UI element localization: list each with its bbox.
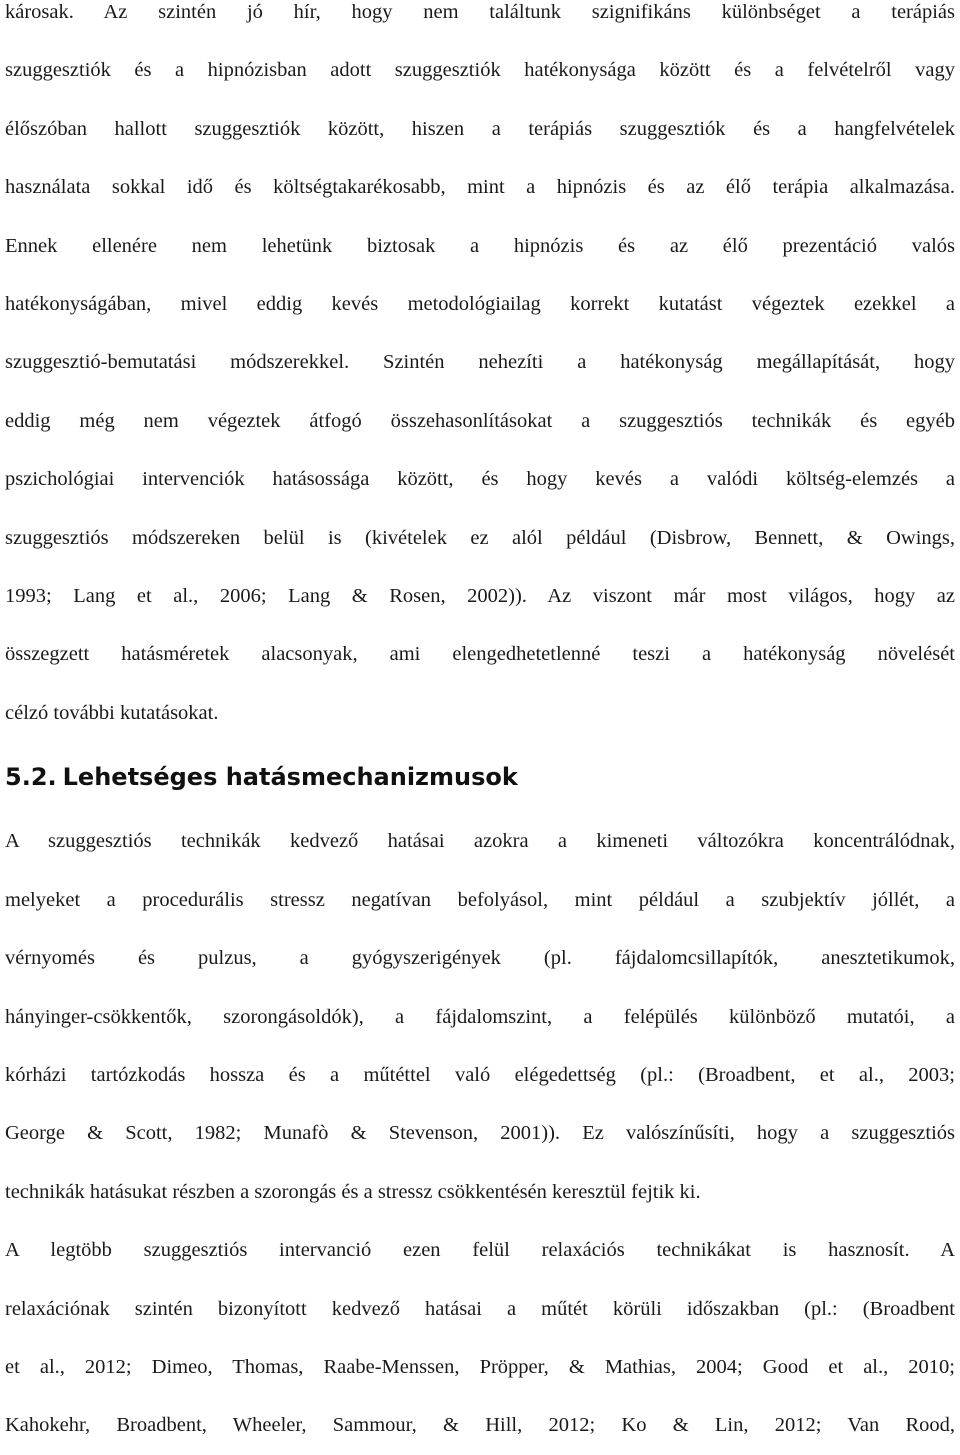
text-line: hatékonyságában, mivel eddig kevés metodológiailag korrekt kutatást végeztek ezekkel a <box>5 292 955 315</box>
text-line: melyeket a procedurális stressz negatívan befolyásol, mint például a szubjektív jóllét, a <box>5 888 955 911</box>
text-line: Ennek ellenére nem lehetünk biztosak a hipnózis és az élő prezentáció valós <box>5 234 955 257</box>
text-line: A szuggesztiós technikák kedvező hatásai azokra a kimeneti változókra koncentrálódnak, <box>5 830 955 853</box>
text-line: hányinger-csökkentők, szorongásoldók), a fájdalomszint, a felépülés különböző mutatói, a <box>5 1005 955 1028</box>
text-line: szuggesztiós módszereken belül is (kivételek ez alól például (Disbrow, Bennett, & Owings, <box>5 526 955 549</box>
paragraph-2 <box>5 812 955 1221</box>
text-line: eddig még nem végeztek átfogó összehasonlításokat a szuggesztiós technikák és egyéb <box>5 409 955 432</box>
paragraph-1 <box>5 0 955 742</box>
text-line: relaxációnak szintén bizonyított kedvező hatásai a műtét körüli időszakban (pl.: (Broadbent <box>5 1297 955 1320</box>
text-line: összegzett hatásméretek alacsonyak, ami elengedhetetlenné teszi a hatékonyság növelését <box>5 643 955 666</box>
text-line: vérnyomés és pulzus, a gyógyszerigények (pl. fájdalomcsillapítók, anesztetikumok, <box>5 947 955 970</box>
text-line: károsak. Az szintén jó hír, hogy nem találtunk szignifikáns különbséget a terápiás <box>5 1 955 23</box>
text-line: célzó további kutatásokat. <box>5 701 219 724</box>
text-line: George & Scott, 1982; Munafò & Stevenson, 2001)). Ez valószínűsíti, hogy a szuggesztiós <box>5 1122 955 1145</box>
section-number: 5.2. <box>5 763 57 792</box>
text-line: Kahokehr, Broadbent, Wheeler, Sammour, & Hill, 2012; Ko & Lin, 2012; Van Rood, <box>5 1414 955 1437</box>
paragraph-3 <box>5 1221 955 1455</box>
text-line: A legtöbb szuggesztiós intervanció ezen felül relaxációs technikákat is hasznosít. A <box>5 1239 955 1262</box>
text-line: szuggesztiók és a hipnózisban adott szuggesztiók hatékonysága között és a felvételről vagy <box>5 59 955 82</box>
text-line: élőszóban hallott szuggesztiók között, hiszen a terápiás szuggesztiók és a hangfelvételek <box>5 117 955 140</box>
text-line: technikák hatásukat részben a szorongás és a stressz csökkentésén keresztül fejtik ki. <box>5 1180 701 1203</box>
document-page <box>5 0 955 1455</box>
text-line: használata sokkal idő és költségtakarékosabb, mint a hipnózis és az élő terápia alkalmazása. <box>5 176 955 199</box>
text-line: pszichológiai intervenciók hatásossága között, és hogy kevés a valódi költség-elemzés a <box>5 468 955 491</box>
text-line: 1993; Lang et al., 2006; Lang & Rosen, 2002)). Az viszont már most világos, hogy az <box>5 584 955 607</box>
section-heading <box>5 748 955 806</box>
text-line: et al., 2012; Dimeo, Thomas, Raabe-Menssen, Pröpper, & Mathias, 2004; Good et al., 2010; <box>5 1355 955 1378</box>
section-title: Lehetséges hatásmechanizmusok <box>62 763 518 792</box>
text-line: szuggesztió-bemutatási módszerekkel. Szintén nehezíti a hatékonyság megállapítását, hogy <box>5 351 955 374</box>
text-line: kórházi tartózkodás hossza és a műtéttel való elégedettség (pl.: (Broadbent, et al., 2003; <box>5 1064 955 1087</box>
